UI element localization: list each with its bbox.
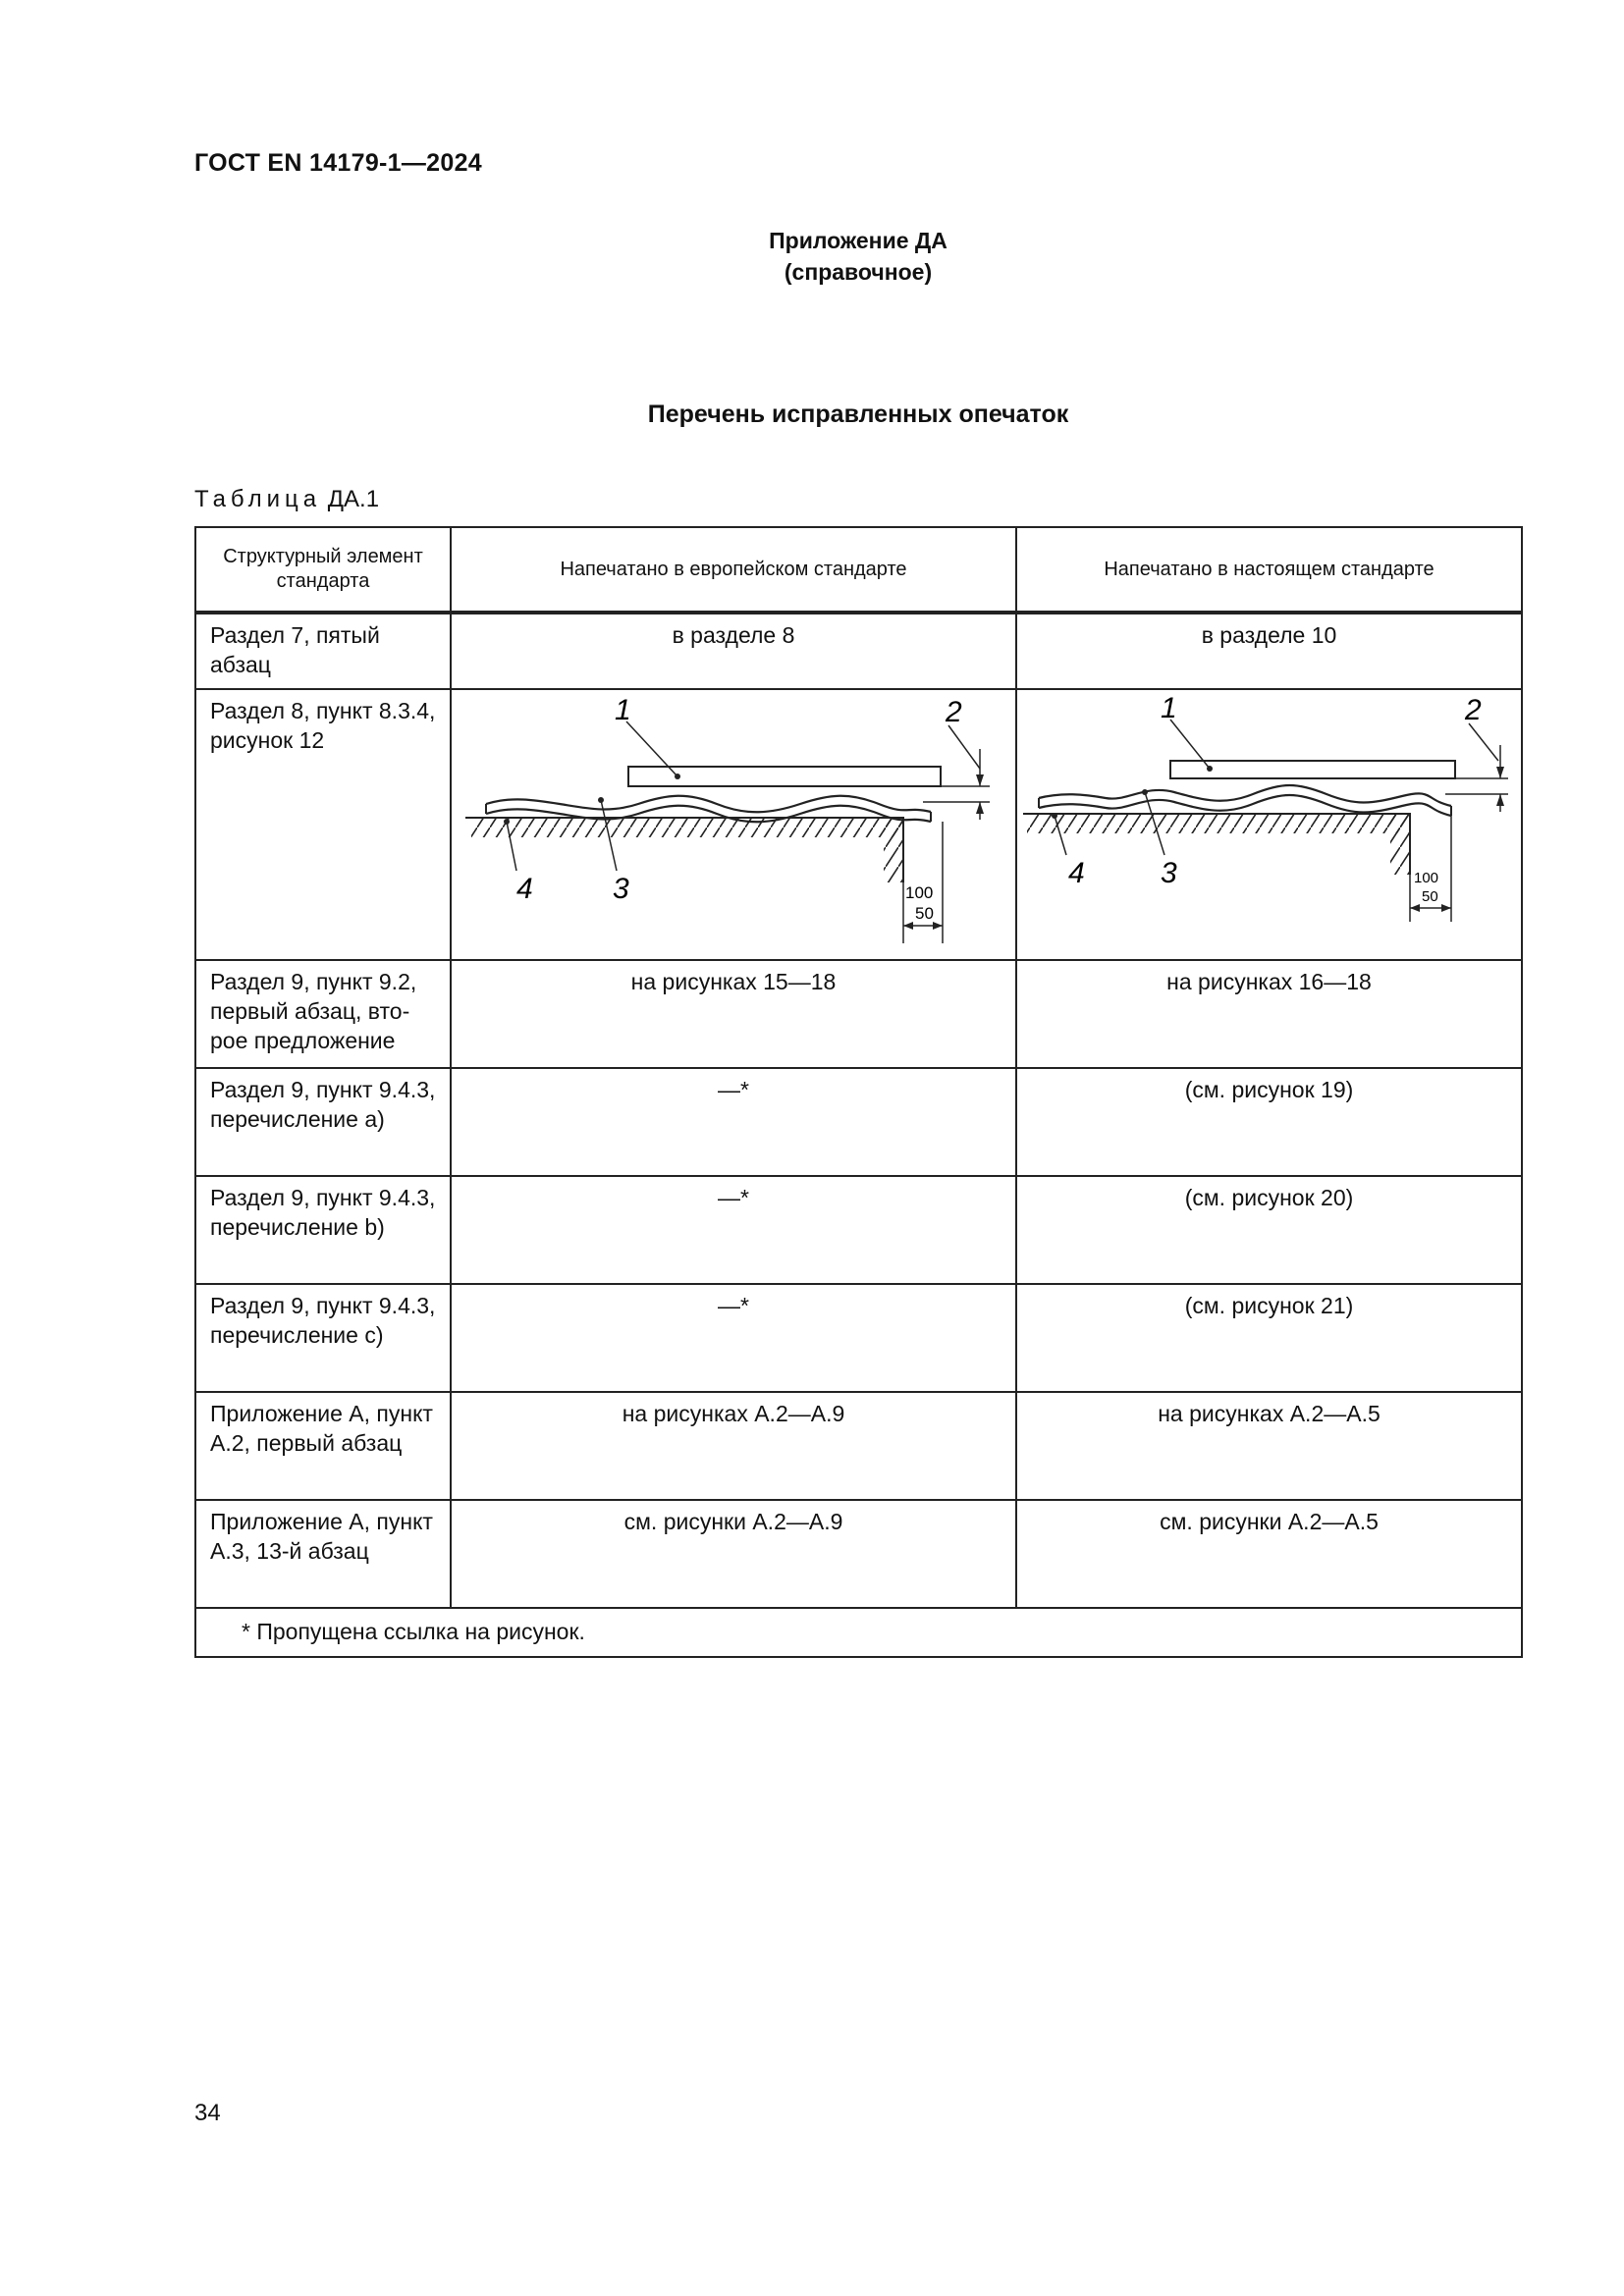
- element-cell: Раздел 9, пункт 9.4.3, перечисление с): [210, 1293, 436, 1348]
- dimension-value-bottom: 50: [1422, 888, 1438, 905]
- table-row: [195, 1176, 1522, 1284]
- col-header-national: Напечатано в настоящем стандарте: [1104, 558, 1435, 580]
- table-label-number: ДА.1: [327, 486, 380, 512]
- ground-edge-hatching: [884, 818, 903, 882]
- element-cell: Приложение А, пункт А.2, первый абзац: [210, 1401, 433, 1456]
- figure-european: [452, 690, 1015, 957]
- arrow-icon: [1496, 767, 1504, 778]
- figure-label-1: 1: [615, 694, 631, 726]
- national-cell: см. рисунки А.2—А.5: [1160, 1509, 1379, 1534]
- european-cell: —*: [718, 1293, 749, 1318]
- element-cell: Приложение А, пункт А.3, 13-й абзац: [210, 1509, 433, 1564]
- leader-dot: [1207, 766, 1213, 772]
- national-cell: (см. рисунок 21): [1184, 1293, 1354, 1318]
- corrugated-sheet-top: [1039, 785, 1451, 806]
- leader-dot: [504, 819, 510, 825]
- leader-line: [948, 725, 980, 769]
- ground-hatching: [1027, 814, 1410, 833]
- national-cell: на рисунках А.2—А.5: [1158, 1401, 1380, 1426]
- element-cell: Раздел 9, пункт 9.2, первый абзац, второе предложение: [210, 969, 417, 1053]
- table-header-row: [195, 527, 1522, 613]
- figure-label-3: 3: [613, 873, 629, 905]
- dimension-value-top: 100: [905, 883, 934, 902]
- national-cell: (см. рисунок 19): [1184, 1077, 1354, 1102]
- european-cell: на рисунках А.2—А.9: [622, 1401, 845, 1426]
- element-cell: Раздел 7, пятый абзац: [210, 622, 380, 677]
- arrow-icon: [1441, 904, 1451, 912]
- header-cell: [195, 527, 451, 613]
- table-row: [195, 613, 1522, 689]
- arrow-icon: [933, 922, 943, 930]
- national-cell: на рисунках 16—18: [1166, 969, 1372, 994]
- leader-dot: [1052, 813, 1057, 819]
- header-cell: [451, 527, 1016, 613]
- leader-dot: [598, 797, 604, 803]
- element-cell: Раздел 9, пункт 9.4.3, перечисление а): [210, 1077, 436, 1132]
- figure-label-2: 2: [1465, 694, 1482, 726]
- flat-panel: [1170, 761, 1455, 778]
- arrow-icon: [903, 922, 913, 930]
- figure-european-drawing: [452, 690, 1017, 957]
- european-cell: —*: [718, 1077, 749, 1102]
- national-cell: в разделе 10: [1201, 622, 1337, 648]
- dimension-value-bottom: 50: [915, 904, 934, 923]
- page-number: 34: [194, 2100, 221, 2126]
- table-row: [195, 1392, 1522, 1500]
- dimension-value-top: 100: [1414, 870, 1439, 886]
- figure-label-1: 1: [1161, 692, 1177, 724]
- figure-label-4: 4: [516, 873, 533, 905]
- arrow-icon: [976, 774, 984, 786]
- figure-national: [1017, 690, 1521, 957]
- col-header-european: Напечатано в европейском стандарте: [560, 558, 907, 580]
- figure-label-4: 4: [1068, 857, 1085, 889]
- figure-national-drawing: [1017, 690, 1523, 957]
- table-row: [195, 1068, 1522, 1176]
- table-row: [195, 1284, 1522, 1392]
- element-cell: Раздел 9, пункт 9.4.3, перечисление b): [210, 1185, 436, 1240]
- national-cell: (см. рисунок 20): [1184, 1185, 1354, 1210]
- leader-dot: [675, 774, 680, 779]
- arrow-icon: [976, 802, 984, 814]
- table-row: [195, 689, 1522, 960]
- leader-line: [1469, 723, 1498, 761]
- european-cell: в разделе 8: [672, 622, 795, 648]
- table-row: [195, 960, 1522, 1068]
- european-cell: см. рисунки А.2—А.9: [623, 1509, 843, 1534]
- table-label-word: Таблица: [194, 486, 322, 512]
- section-title: Перечень исправленных опечаток: [647, 400, 1069, 428]
- arrow-icon: [1410, 904, 1420, 912]
- table-footnote: * Пропущена ссылка на рисунок.: [242, 1619, 585, 1644]
- ground-hatching: [471, 818, 903, 837]
- european-cell: на рисунках 15—18: [630, 969, 837, 994]
- figure-label-2: 2: [946, 696, 962, 728]
- col-header-element: Структурный элемент стандарта: [223, 546, 423, 592]
- errata-table: [194, 526, 1523, 1658]
- arrow-icon: [1496, 794, 1504, 806]
- table-label: [194, 486, 379, 513]
- table-footnote-row: [195, 1608, 1522, 1657]
- document-header: ГОСТ EN 14179-1—2024: [194, 149, 482, 177]
- leader-dot: [1142, 789, 1148, 795]
- header-cell: [1016, 527, 1522, 613]
- european-cell: —*: [718, 1185, 749, 1210]
- table-row: [195, 1500, 1522, 1608]
- ground-edge-hatching: [1390, 814, 1410, 875]
- annex-subtitle: (справочное): [784, 259, 933, 285]
- figure-label-3: 3: [1161, 857, 1177, 889]
- annex-title: Приложение ДА: [769, 228, 947, 253]
- element-cell: Раздел 8, пункт 8.3.4, рисунок 12: [210, 698, 436, 753]
